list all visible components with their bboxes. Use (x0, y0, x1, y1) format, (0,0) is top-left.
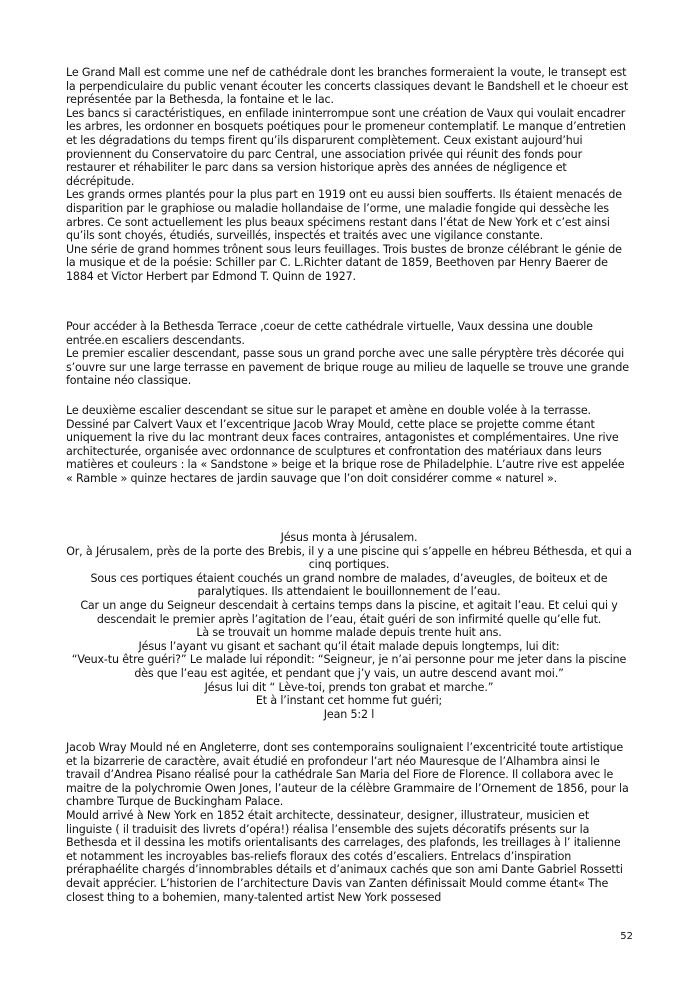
quote-line: Or, à Jérusalem, près de la porte des Brebis, il y a une piscine qui s’appelle en hébreu Béthesda, et qui a cinq portiques. (66, 544, 632, 572)
paragraph: Le Grand Mall est comme une nef de cathédrale dont les branches formeraient la voute, le transept est la perpendiculaire du public venant écouter les concerts classiques devant le Bandshell et le choeur est représentée par la Bethesda, la fontaine et le lac. (66, 66, 629, 107)
quote-citation: Jean 5:2 l (323, 707, 375, 721)
paragraph: Mould arrivé à New York en 1852 était architecte, dessinateur, designer, illustrateur, musicien et linguiste ( il traduisit des livrets d’opéra!) réalisa l’ensemble des sujets décoratifs présents sur la Bethesda et il dessina les motifs orientalisants des carrelages, des plafonds, les treillages à l’ italienne et notamment les incroyables bas-reliefs floraux des cotés d’escaliers. Entrelacs d’inspiration préraphaélite chargés d’innombrables détails et d’animaux cachés que son ami Dante Gabriel Rossetti devait apprécier. L’historien de l’architecture Davis van Zanten définissait Mould comme étant« The closest thing to a bohemien, many-talented artist New York possesed (66, 808, 623, 904)
quote-line: Et à l’instant cet homme fut guéri; (255, 694, 443, 708)
paragraph: Les bancs si caractéristiques, en enfilade ininterrompue sont une création de Vaux qui voulait encadrer les arbres, les ordonner en bosquets poétiques pour le promeneur contemplatif. Le manque d’entretien et les dégradations du temps firent qu’ils disparurent complètement. Ceux existant aujourd’hui proviennent du Conservatoire du parc Central, une association privée qui réunit des fonds pour restaurer et réhabiliter le parc dans sa version historique après des années de négligence et décrépitude. (66, 106, 626, 188)
text-block-second-staircase (66, 404, 632, 486)
quote-line: Jésus l’ayant vu gisant et sachant qu’il était malade depuis longtemps, lui dit: (138, 639, 560, 653)
paragraph: Jacob Wray Mould né en Angleterre, dont ses contemporains soulignaient l’excentricité toute artistique et la bizarrerie de caractère, avait étudié en profondeur l’art néo Mauresque de l’Alhambra ainsi le travail d’Andrea Pisano réalisé pour la cathédrale San Maria del Fiore de Florence. Il collabora avec le maitre de la polychromie Owen Jones, l’auteur de la célèbre Grammaire de l’Ornement de 1856, pour la chambre Turque de Buckingham Palace. (66, 741, 629, 809)
paragraph: Les grands ormes plantés pour la plus part en 1919 ont eu aussi bien soufferts. Ils étaient menacés de disparition par le graphiose ou maladie hollandaise de l’orme, une maladie fongide qui dessèche les arbres. Ce sont actuellement les plus beaux spécimens restant dans l’état de New York et c’est ainsi qu’ils sont choyés, étudiés, surveillés, inspectés et traités avec une vigilance constante. (66, 188, 622, 243)
quote-line: Jésus lui dit “ Lève-toi, prends ton grabat et marche.” (204, 680, 494, 694)
text-block-jacob-wray-mould (66, 741, 632, 904)
paragraph: Le deuxième escalier descendant se situe sur le parapet et amène en double volée à la terrasse. Dessiné par Calvert Vaux et l’excentrique Jacob Wray Mould, cette place se projette comme étant uniquement la rive du lac montrant deux faces contraires, antagonistes et complémentaires. Une rive architecturée, organisée avec ordonnance de sculptures et confrontation des matériaux dans leurs matières et couleurs : la « Sandstone » beige et la brique rose de Philadelphie. L’autre rive est appelée « Ramble » quinze hectares de jardin sauvage que l’on doit considérer comme « naturel ». (66, 404, 625, 485)
quote-line: Car un ange du Seigneur descendait à certains temps dans la piscine, et agitait l’eau. Et celui qui y descendait le premier après l’agitation de l’eau, était guéri de son infirmité quelle qu’elle fut. (80, 598, 618, 626)
quote-line: Là se trouvait un homme malade depuis trente huit ans. (196, 626, 502, 640)
paragraph: Pour accéder à la Bethesda Terrace ,coeur de cette cathédrale virtuelle, Vaux dessina une double entrée.en escaliers descendants. (66, 320, 593, 347)
quote-line: Sous ces portiques étaient couchés un grand nombre de malades, d’aveugles, de boiteux et de paralytiques. Ils attendaient le bouillonnement de l’eau. (90, 571, 608, 599)
text-block-grand-mall (66, 66, 632, 284)
text-block-bethesda-terrace (66, 320, 632, 388)
bible-quotation (66, 531, 632, 721)
page-number: 52 (620, 931, 633, 942)
paragraph: Une série de grand hommes trônent sous leurs feuillages. Trois bustes de bronze célébrant le génie de la musique et de la poésie: Schiller par C. L.Richter datant de 1859, Beethoven par Henry Baerer de 1884 et Victor Herbert par Edmond T. Quinn de 1927. (66, 242, 622, 283)
quote-line: Jésus monta à Jérusalem. (280, 531, 418, 544)
quote-line: “Veux-tu être guéri?” Le malade lui répondit: “Seigneur, je n’ai personne pour me jeter dans la piscine dès que l’eau est agitée, et pendant que j’y vais, un autre descend avant moi.” (71, 653, 627, 680)
paragraph: Le premier escalier descendant, passe sous un grand porche avec une salle péryptère très décorée qui s’ouvre sur une large terrasse en pavement de brique rouge au milieu de laquelle se trouve une grande fontaine néo classique. (66, 347, 629, 388)
